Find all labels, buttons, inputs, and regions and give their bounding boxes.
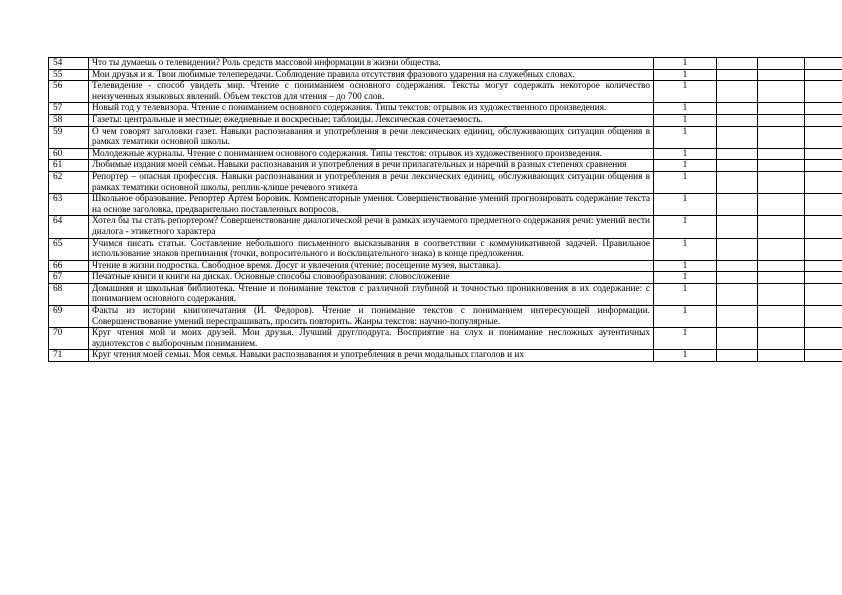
lesson-topic-cell: Домашняя и школьная библиотека. Чтение и понимание текстов с различной глубиной и точностью проникновения в их содержание: с пониманием основного содержания. — [89, 283, 654, 305]
table-row — [49, 238, 842, 260]
empty-cell — [717, 306, 758, 328]
hours-cell: 1 — [654, 103, 717, 115]
table-row — [49, 81, 842, 103]
table-row — [49, 69, 842, 81]
empty-cell — [758, 126, 805, 148]
lesson-number-cell: 69 — [49, 306, 89, 328]
empty-cell — [758, 171, 805, 193]
lesson-topic-cell: Учимся писать статьи. Составление небольшого письменного высказывания в соответствии с коммуникативной задачей. Правильное использование знаков препинания (точки, вопросительного и восклицательного знака) в конце предложения. — [89, 238, 654, 260]
empty-cell — [805, 260, 842, 272]
empty-cell — [805, 81, 842, 103]
empty-cell — [717, 103, 758, 115]
table-row — [49, 194, 842, 216]
table-row — [49, 283, 842, 305]
lesson-topic-cell: Печатные книги и книги на дисках. Основные способы словообразования: словосложение — [89, 272, 654, 284]
empty-cell — [758, 69, 805, 81]
lesson-topic-cell: Любимые издания моей семьи. Навыки распознавания и употребления в речи прилагательных и наречий в разных степенях сравнения — [89, 160, 654, 172]
empty-cell — [717, 272, 758, 284]
empty-cell — [717, 171, 758, 193]
lesson-number-cell: 71 — [49, 350, 89, 362]
empty-cell — [805, 103, 842, 115]
empty-cell — [717, 81, 758, 103]
lesson-number-cell: 55 — [49, 69, 89, 81]
hours-cell: 1 — [654, 283, 717, 305]
table-row — [49, 148, 842, 160]
empty-cell — [717, 350, 758, 362]
empty-cell — [717, 216, 758, 238]
empty-cell — [717, 283, 758, 305]
lesson-number-cell: 68 — [49, 283, 89, 305]
empty-cell — [717, 238, 758, 260]
lesson-number-cell: 56 — [49, 81, 89, 103]
lesson-topic-cell: Газеты: центральные и местные; ежедневные и воскресные; таблоиды. Лексическая сочетаемость. — [89, 114, 654, 126]
empty-cell — [758, 260, 805, 272]
lesson-plan-table — [48, 57, 842, 362]
table-row — [49, 114, 842, 126]
lesson-topic-cell: Молодежные журналы. Чтение с пониманием основного содержания. Типы текстов: отрывок из художественного произведения. — [89, 148, 654, 160]
lesson-topic-cell: Что ты думаешь о телевидении? Роль средств массовой информации в жизни общества. — [89, 58, 654, 70]
hours-cell: 1 — [654, 148, 717, 160]
lesson-topic-cell: Факты из истории книгопечатания (И. Федоров). Чтение и понимание текстов с пониманием интересующей информации. Совершенствование умений переспрашивать, просить повторить. Жанры текстов: научно-популярные. — [89, 306, 654, 328]
lesson-number-cell: 62 — [49, 171, 89, 193]
empty-cell — [717, 160, 758, 172]
empty-cell — [758, 148, 805, 160]
hours-cell: 1 — [654, 126, 717, 148]
hours-cell: 1 — [654, 171, 717, 193]
empty-cell — [805, 216, 842, 238]
table-row — [49, 306, 842, 328]
empty-cell — [758, 283, 805, 305]
lesson-number-cell: 54 — [49, 58, 89, 70]
empty-cell — [805, 350, 842, 362]
lesson-topic-cell: О чем говорят заголовки газет. Навыки распознавания и употребления в речи лексических единиц, обслуживающих ситуации общения в рамках тематики основной школы. — [89, 126, 654, 148]
empty-cell — [805, 328, 842, 350]
table-body — [49, 58, 842, 362]
empty-cell — [717, 328, 758, 350]
lesson-number-cell: 70 — [49, 328, 89, 350]
hours-cell: 1 — [654, 69, 717, 81]
table-row — [49, 103, 842, 115]
table-row — [49, 328, 842, 350]
empty-cell — [758, 328, 805, 350]
hours-cell: 1 — [654, 216, 717, 238]
lesson-topic-cell: Круг чтения мой и моих друзей. Мои друзья. Лучший друг/подруга. Восприятие на слух и понимание несложных аутентичных аудиотекстов с выборочным пониманием. — [89, 328, 654, 350]
table-row — [49, 216, 842, 238]
lesson-number-cell: 64 — [49, 216, 89, 238]
empty-cell — [805, 283, 842, 305]
empty-cell — [717, 69, 758, 81]
hours-cell: 1 — [654, 81, 717, 103]
lesson-topic-cell: Круг чтения моей семьи. Моя семья. Навыки распознавания и употребления в речи модальных глаголов и их — [89, 350, 654, 362]
lesson-topic-cell: Мои друзья и я. Твои любимые телепередачи. Соблюдение правила отсутствия фразового ударения на служебных словах. — [89, 69, 654, 81]
empty-cell — [805, 171, 842, 193]
empty-cell — [717, 58, 758, 70]
empty-cell — [758, 272, 805, 284]
hours-cell: 1 — [654, 328, 717, 350]
hours-cell: 1 — [654, 114, 717, 126]
table-row — [49, 160, 842, 172]
empty-cell — [805, 148, 842, 160]
hours-cell: 1 — [654, 306, 717, 328]
empty-cell — [758, 114, 805, 126]
empty-cell — [758, 194, 805, 216]
lesson-number-cell: 58 — [49, 114, 89, 126]
empty-cell — [758, 350, 805, 362]
lesson-number-cell: 67 — [49, 272, 89, 284]
empty-cell — [758, 103, 805, 115]
lesson-number-cell: 65 — [49, 238, 89, 260]
empty-cell — [758, 58, 805, 70]
empty-cell — [805, 114, 842, 126]
empty-cell — [717, 260, 758, 272]
lesson-topic-cell: Хотел бы ты стать репортером? Совершенствование диалогической речи в рамках изучаемого предметного содержания речи: умений вести диалога - этикетного характера — [89, 216, 654, 238]
lesson-topic-cell: Школьное образование. Репортер Артем Боровик. Компенсаторные умения. Совершенствование умений прогнозировать содержание текста на основе заголовка, предварительно поставленных вопросов. — [89, 194, 654, 216]
lesson-topic-cell: Телевидение - способ увидеть мир. Чтение с пониманием основного содержания. Тексты могут содержать некоторое количество неизученных языковых явлений. Объем текстов для чтения – до 700 слов. — [89, 81, 654, 103]
empty-cell — [758, 216, 805, 238]
empty-cell — [805, 69, 842, 81]
hours-cell: 1 — [654, 194, 717, 216]
table-row — [49, 272, 842, 284]
hours-cell: 1 — [654, 260, 717, 272]
lesson-topic-cell: Чтение в жизни подростка. Свободное время. Досуг и увлечения (чтение; посещение музея, выставка). — [89, 260, 654, 272]
hours-cell: 1 — [654, 160, 717, 172]
empty-cell — [717, 148, 758, 160]
lesson-number-cell: 59 — [49, 126, 89, 148]
table-row — [49, 126, 842, 148]
table-row — [49, 171, 842, 193]
lesson-number-cell: 61 — [49, 160, 89, 172]
empty-cell — [717, 194, 758, 216]
table-row — [49, 350, 842, 362]
lesson-topic-cell: Новый год у телевизора. Чтение с пониманием основного содержания. Типы текстов: отрывок из художественного произведения. — [89, 103, 654, 115]
lesson-number-cell: 57 — [49, 103, 89, 115]
empty-cell — [758, 238, 805, 260]
empty-cell — [805, 272, 842, 284]
lesson-topic-cell: Репортер – опасная профессия. Навыки распознавания и употребления в речи лексических единиц, обслуживающих ситуации общения в рамках тематики основной школы, реплик-клише речевого этикета — [89, 171, 654, 193]
empty-cell — [805, 306, 842, 328]
lesson-number-cell: 60 — [49, 148, 89, 160]
hours-cell: 1 — [654, 350, 717, 362]
empty-cell — [758, 160, 805, 172]
empty-cell — [805, 238, 842, 260]
hours-cell: 1 — [654, 272, 717, 284]
empty-cell — [805, 160, 842, 172]
table-row — [49, 58, 842, 70]
table-row — [49, 260, 842, 272]
empty-cell — [805, 194, 842, 216]
empty-cell — [758, 306, 805, 328]
lesson-number-cell: 63 — [49, 194, 89, 216]
empty-cell — [758, 81, 805, 103]
lesson-number-cell: 66 — [49, 260, 89, 272]
hours-cell: 1 — [654, 58, 717, 70]
empty-cell — [805, 58, 842, 70]
empty-cell — [805, 126, 842, 148]
empty-cell — [717, 126, 758, 148]
empty-cell — [717, 114, 758, 126]
hours-cell: 1 — [654, 238, 717, 260]
